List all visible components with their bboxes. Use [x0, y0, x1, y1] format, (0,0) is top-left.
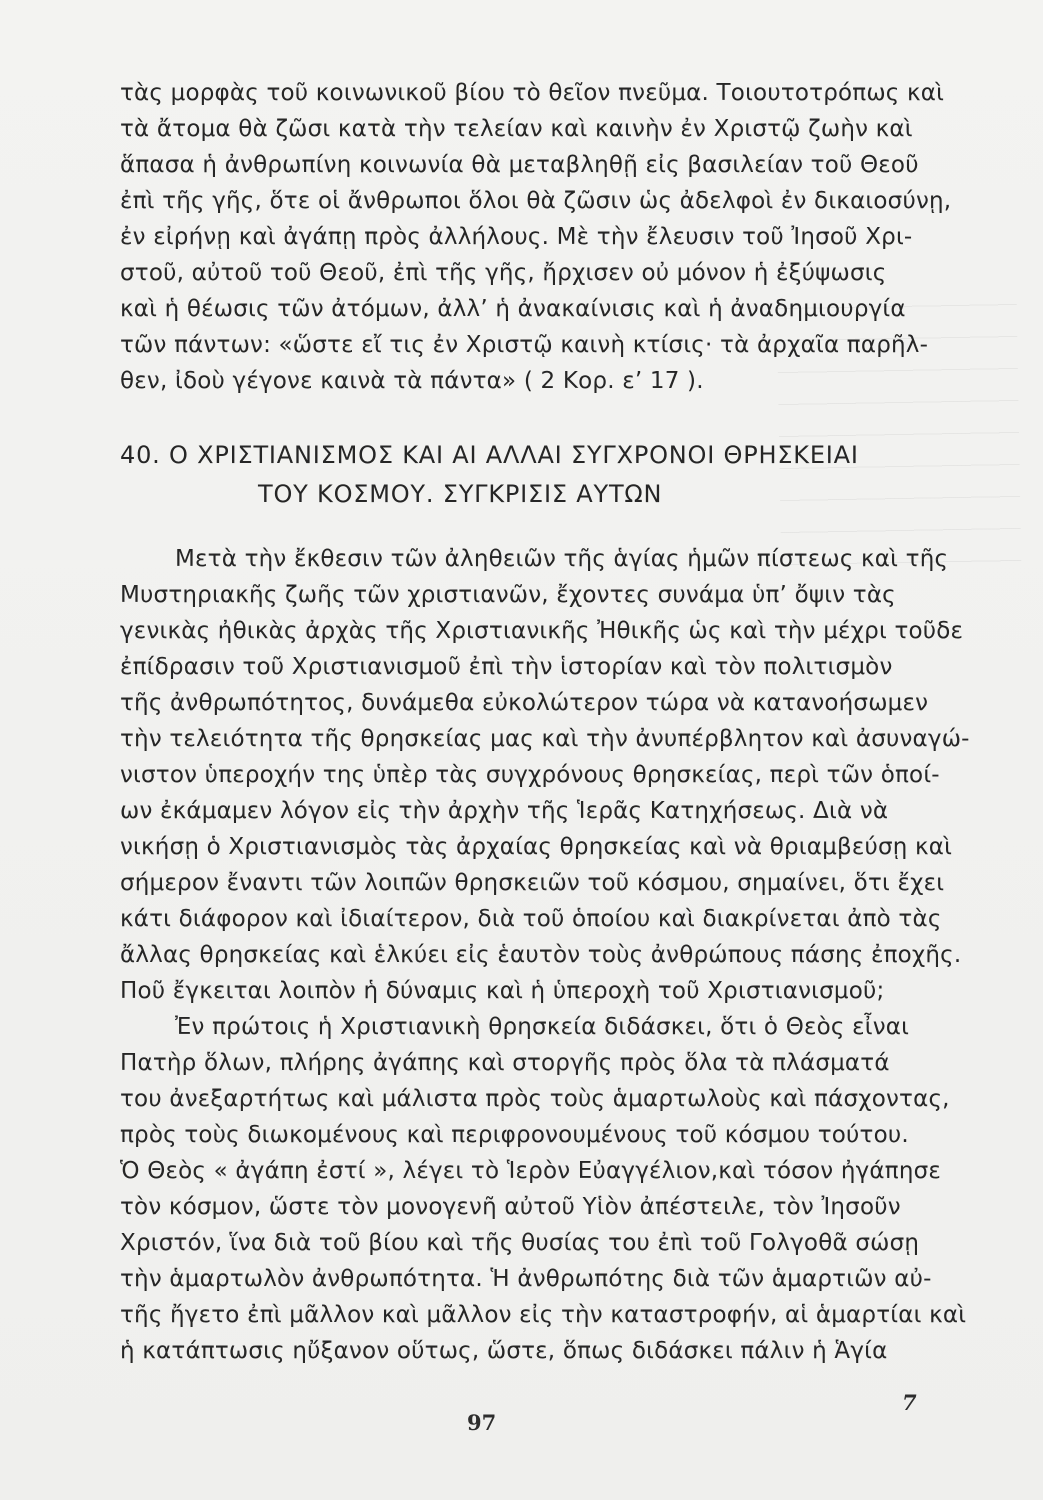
- signature-mark: 7: [902, 1390, 917, 1415]
- section-heading-line-1: 40. Ο ΧΡΙΣΤΙΑΝΙΣΜΟΣ ΚΑΙ ΑΙ ΑΛΛΑΙ ΣΥΓΧΡΟΝΟΙ ΘΡΗΣΚΕΙΑΙ: [120, 441, 859, 469]
- paragraph-line: Ποῦ ἔγκειται λοιπὸν ἡ δύναμις καὶ ἡ ὑπεροχὴ τοῦ Χριστιανισμοῦ;: [120, 978, 885, 1004]
- paragraph-line: στοῦ, αὐτοῦ τοῦ Θεοῦ, ἐπὶ τῆς γῆς, ἤρχισεν οὐ μόνον ἡ ἐξύψωσις: [120, 260, 887, 286]
- paragraph-line: σήμερον ἔναντι τῶν λοιπῶν θρησκειῶν τοῦ κόσμου, σημαίνει, ὅτι ἔχει: [120, 870, 945, 896]
- paragraph-line: νικήσῃ ὁ Χριστιανισμὸς τὰς ἀρχαίας θρησκείας καὶ νὰ θριαμβεύσῃ καὶ: [120, 834, 953, 860]
- paragraph-line: νιστον ὑπεροχήν της ὑπὲρ τὰς συγχρόνους θρησκείας, περὶ τῶν ὁποί-: [120, 762, 940, 788]
- paragraph-line: Μετὰ τὴν ἔκθεσιν τῶν ἀληθειῶν τῆς ἁγίας ἡμῶν πίστεως καὶ τῆς: [175, 546, 949, 572]
- paragraph-line: τῶν πάντων: «ὥστε εἴ τις ἐν Χριστῷ καινὴ κτίσις· τὰ ἀρχαῖα παρῆλ-: [120, 332, 929, 358]
- paragraph-line: ἅπασα ἡ ἀνθρωπίνη κοινωνία θὰ μεταβληθῇ εἰς βασιλείαν τοῦ Θεοῦ: [120, 152, 919, 178]
- paragraph-line: κάτι διάφορον καὶ ἰδιαίτερον, διὰ τοῦ ὁποίου καὶ διακρίνεται ἀπὸ τὰς: [120, 906, 942, 932]
- paragraph-line: Χριστόν, ἵνα διὰ τοῦ βίου καὶ τῆς θυσίας του ἐπὶ τοῦ Γολγοθᾶ σώσῃ: [120, 1230, 920, 1256]
- paragraph-line: καὶ ἡ θέωσις τῶν ἀτόμων, ἀλλ’ ἡ ἀνακαίνισις καὶ ἡ ἀναδημιουργία: [120, 296, 906, 322]
- paragraph-line: ων ἐκάμαμεν λόγον εἰς τὴν ἀρχὴν τῆς Ἱερᾶς Κατηχήσεως. Διὰ νὰ: [120, 798, 889, 824]
- paragraph-line: τὴν ἁμαρτωλὸν ἀνθρωπότητα. Ἡ ἀνθρωπότης διὰ τῶν ἁμαρτιῶν αὐ-: [120, 1266, 932, 1292]
- paragraph-line: θεν, ἰδοὺ γέγονε καινὰ τὰ πάντα» ( 2 Κορ. ε’ 17 ).: [120, 368, 704, 394]
- paragraph-line: τὰς μορφὰς τοῦ κοινωνικοῦ βίου τὸ θεῖον πνεῦμα. Τοιουτοτρόπως καὶ: [120, 80, 945, 106]
- paragraph-line: τῆς ἀνθρωπότητος, δυνάμεθα εὐκολώτερον τώρα νὰ κατανοήσωμεν: [120, 690, 929, 716]
- paragraph-line: τὴν τελειότητα τῆς θρησκείας μας καὶ τὴν ἀνυπέρβλητον καὶ ἀσυναγώ-: [120, 726, 970, 752]
- paragraph-line: Μυστηριακῆς ζωῆς τῶν χριστιανῶν, ἔχοντες συνάμα ὑπ’ ὄψιν τὰς: [120, 582, 896, 608]
- paragraph-line: ἐν εἰρήνῃ καὶ ἀγάπῃ πρὸς ἀλλήλους. Μὲ τὴν ἔλευσιν τοῦ Ἰησοῦ Χρι-: [120, 224, 913, 250]
- paragraph-line: γενικὰς ἠθικὰς ἀρχὰς τῆς Χριστιανικῆς Ἠθικῆς ὡς καὶ τὴν μέχρι τοῦδε: [120, 618, 964, 644]
- paragraph-line: τῆς ἤγετο ἐπὶ μᾶλλον καὶ μᾶλλον εἰς τὴν καταστροφήν, αἱ ἁμαρτίαι καὶ: [120, 1302, 967, 1328]
- paragraph-line: Ὁ Θεὸς « ἀγάπη ἐστί », λέγει τὸ Ἱερὸν Εὐαγγέλιον,καὶ τόσον ἠγάπησε: [120, 1158, 942, 1184]
- paragraph-line: πρὸς τοὺς διωκομένους καὶ περιφρονουμένους τοῦ κόσμου τούτου.: [120, 1122, 909, 1148]
- section-heading-line-2: ΤΟΥ ΚΟΣΜΟΥ. ΣΥΓΚΡΙΣΙΣ ΑΥΤΩΝ: [258, 480, 663, 508]
- paragraph-line: ἐπὶ τῆς γῆς, ὅτε οἱ ἄνθρωποι ὅλοι θὰ ζῶσιν ὡς ἀδελφοὶ ἐν δικαιοσύνῃ,: [120, 188, 952, 214]
- paragraph-line: ἡ κατάπτωσις ηὔξανον οὕτως, ὥστε, ὅπως διδάσκει πάλιν ἡ Ἁγία: [120, 1338, 888, 1364]
- paragraph-line: Ἐν πρώτοις ἡ Χριστιανικὴ θρησκεία διδάσκει, ὅτι ὁ Θεὸς εἶναι: [175, 1014, 910, 1040]
- paragraph-line: ἄλλας θρησκείας καὶ ἑλκύει εἰς ἑαυτὸν τοὺς ἀνθρώπους πάσης ἐποχῆς.: [120, 942, 962, 968]
- paragraph-line: τὸν κόσμον, ὥστε τὸν μονογενῆ αὐτοῦ Υἱὸν ἀπέστειλε, τὸν Ἰησοῦν: [120, 1194, 901, 1220]
- paragraph-line: τὰ ἄτομα θὰ ζῶσι κατὰ τὴν τελείαν καὶ καινὴν ἐν Χριστῷ ζωὴν καὶ: [120, 116, 913, 142]
- paragraph-line: του ἀνεξαρτήτως καὶ μάλιστα πρὸς τοὺς ἁμαρτωλοὺς καὶ πάσχοντας,: [120, 1086, 950, 1112]
- page-number: 97: [467, 1410, 497, 1435]
- paragraph-line: Πατὴρ ὅλων, πλήρης ἀγάπης καὶ στοργῆς πρὸς ὅλα τὰ πλάσματά: [120, 1050, 890, 1076]
- paragraph-line: ἐπίδρασιν τοῦ Χριστιανισμοῦ ἐπὶ τὴν ἱστορίαν καὶ τὸν πολιτισμὸν: [120, 654, 893, 680]
